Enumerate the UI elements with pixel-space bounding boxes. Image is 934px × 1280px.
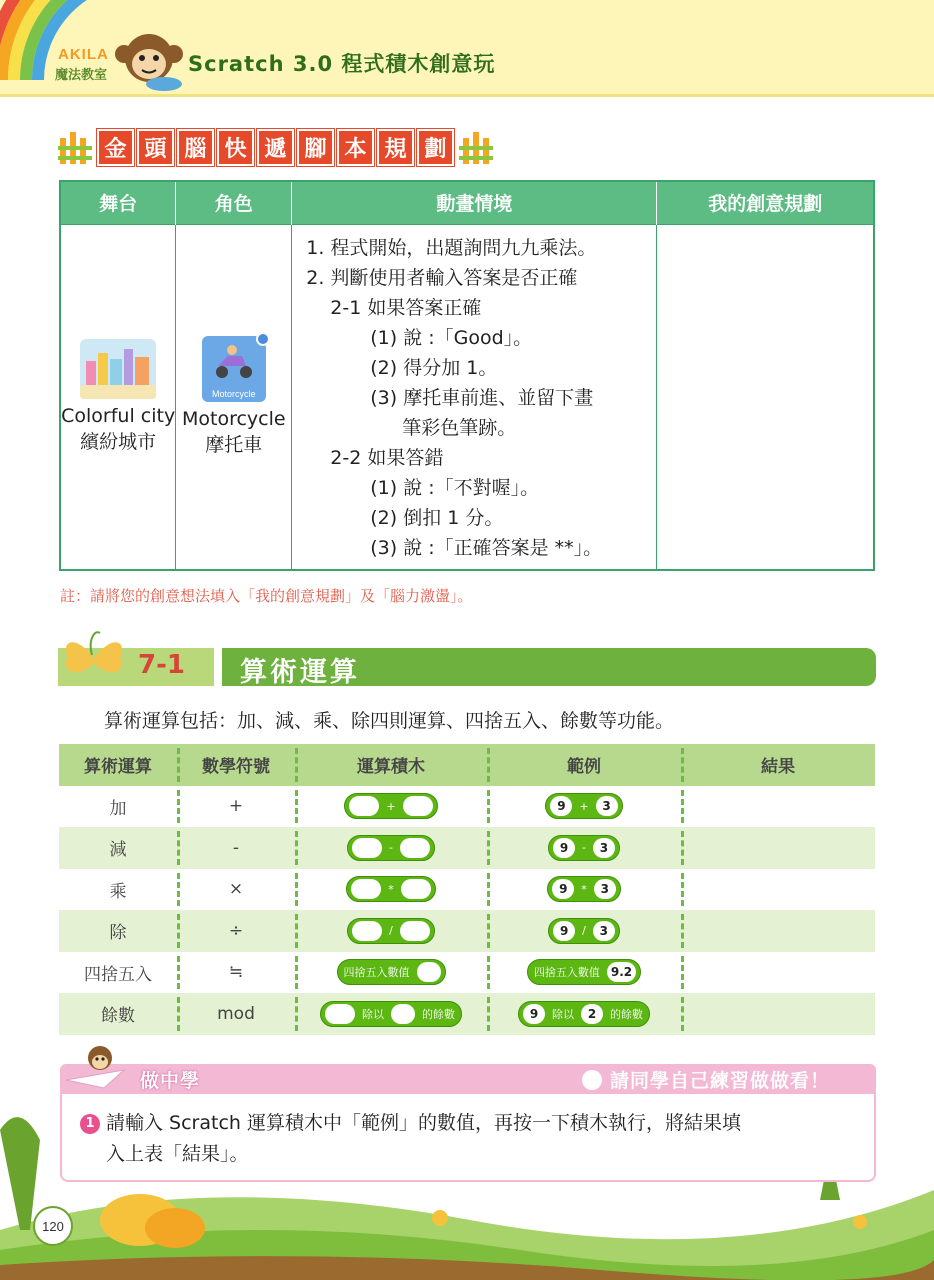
monkey-airplane-icon (64, 1040, 136, 1096)
banner-tile: 本 (337, 129, 374, 166)
bullet-number: 1 (80, 1114, 100, 1134)
banner-tile: 規 (377, 129, 414, 166)
logo-magic-classroom: 魔法教室 (55, 68, 108, 83)
scenario-step: (2) 倒扣 1 分。 (370, 506, 504, 529)
empty-slot[interactable] (352, 838, 382, 858)
sprite-label: Motorcycle (212, 389, 256, 399)
my-plan-cell[interactable] (657, 224, 874, 570)
block-label: 除以 (362, 1007, 384, 1021)
learn-line: 請輸入 Scratch 運算積木中「範例」的數值，再按一下積木執行，將結果填 (106, 1112, 741, 1134)
empty-slot[interactable] (349, 796, 379, 816)
round-example-block[interactable] (527, 959, 641, 985)
empty-slot[interactable] (351, 879, 381, 899)
stage-name-en: Colorful city (61, 405, 176, 427)
block-operator: / (389, 924, 393, 938)
subtract-example-block[interactable] (548, 835, 620, 861)
table-row (59, 952, 875, 994)
example-cell (487, 869, 681, 911)
block-label: 的餘數 (422, 1007, 455, 1021)
result-cell[interactable] (681, 910, 875, 952)
role-name-en: Motorcycle (181, 408, 286, 430)
table-row (59, 869, 875, 911)
scenario-step: (1) 說 :「Good」。 (370, 326, 533, 349)
example-value[interactable]: 3 (593, 921, 615, 941)
role-cell (176, 224, 292, 570)
result-cell[interactable] (681, 993, 875, 1035)
op-symbol: ÷ (177, 910, 295, 952)
block-operator: + (386, 799, 396, 813)
block-operator: * (581, 882, 587, 896)
op-name: 四捨五入 (84, 964, 152, 985)
block-operator: + (579, 799, 589, 813)
scenario-step: 1. 程式開始，出題詢問九九乘法。 (306, 236, 597, 259)
example-cell (487, 993, 681, 1035)
plan-table-header-row (60, 181, 874, 224)
example-value[interactable]: 2 (581, 1004, 603, 1024)
example-value[interactable]: 3 (593, 838, 615, 858)
empty-slot[interactable] (400, 921, 430, 941)
plan-table-row (60, 224, 874, 570)
scenario-step: (2) 得分加 1。 (370, 356, 498, 379)
banner-tile: 快 (217, 129, 254, 166)
empty-slot[interactable] (391, 1004, 415, 1024)
block-operator: / (582, 924, 586, 938)
op-name: 加 (109, 798, 127, 819)
example-value[interactable]: 9 (553, 838, 575, 858)
op-symbol: × (177, 869, 295, 911)
banner-tile: 腦 (177, 129, 214, 166)
scenario-step: (3) 說 :「正確答案是 **」。 (370, 536, 603, 559)
example-value[interactable]: 9 (553, 921, 575, 941)
example-value[interactable]: 9 (552, 879, 574, 899)
banner-tile: 遞 (257, 129, 294, 166)
mod-block[interactable] (320, 1001, 462, 1027)
op-symbol: - (177, 827, 295, 869)
multiply-block[interactable] (346, 876, 436, 902)
example-value[interactable]: 3 (596, 796, 618, 816)
fence-right-icon (457, 128, 493, 166)
role-name-zh: 摩托車 (205, 434, 263, 456)
scenario-steps (292, 225, 656, 569)
book-title: Scratch 3.0 程式積木創意玩 (188, 52, 496, 76)
example-value[interactable]: 9 (523, 1004, 545, 1024)
example-cell (487, 786, 681, 828)
scenario-step: 2-2 如果答錯 (330, 446, 444, 469)
ops-header-row (59, 744, 875, 786)
header-role: 角色 (176, 181, 292, 224)
learn-prompt-text: 請同學自己練習做做看！ (610, 1070, 831, 1092)
empty-slot[interactable] (417, 962, 441, 982)
banner-tile: 金 (97, 129, 134, 166)
empty-slot[interactable] (403, 796, 433, 816)
mod-example-block[interactable] (518, 1001, 650, 1027)
block-operator: * (388, 882, 394, 896)
banner-tile: 腳 (297, 129, 334, 166)
table-row (59, 910, 875, 952)
table-row (59, 993, 875, 1035)
section-title: 算術運算 (240, 657, 360, 688)
example-cell (487, 952, 681, 994)
result-cell[interactable] (681, 786, 875, 828)
section-intro: 算術運算包括：加、減、乘、除四則運算、四捨五入、餘數等功能。 (104, 710, 675, 732)
ops-header: 運算積木 (295, 744, 487, 786)
plan-section-banner (58, 126, 493, 168)
empty-slot[interactable] (400, 838, 430, 858)
scenario-cell (292, 224, 657, 570)
planning-note: 註：請將您的創意想法填入「我的創意規劃」及「腦力激盪」。 (60, 587, 473, 605)
table-row (59, 786, 875, 828)
operations-table (59, 744, 875, 1035)
banner-tile: 頭 (137, 129, 174, 166)
colorful-city-thumbnail-icon (80, 339, 156, 399)
op-block-cell (295, 993, 487, 1035)
round-block[interactable] (337, 959, 446, 985)
result-cell[interactable] (681, 869, 875, 911)
stage-cell (60, 224, 176, 570)
block-label: 四捨五入數值 (533, 966, 600, 980)
motorcycle-sprite-thumbnail (202, 336, 266, 402)
empty-slot[interactable] (401, 879, 431, 899)
stage-name-zh: 繽紛城市 (80, 431, 157, 453)
op-name: 減 (109, 840, 127, 861)
op-symbol: ≒ (177, 952, 295, 994)
banner-tile: 劃 (417, 129, 454, 166)
op-name: 除 (109, 923, 127, 944)
result-cell[interactable] (681, 952, 875, 994)
add-block[interactable] (344, 793, 437, 819)
scenario-step: 筆彩色筆跡。 (402, 416, 517, 439)
scenario-step: (3) 摩托車前進、並留下畫 (370, 386, 594, 409)
header-scenario: 動畫情境 (292, 181, 657, 224)
op-symbol: + (177, 786, 295, 828)
learn-title: 做中學 (140, 1070, 201, 1092)
sprite-close-icon[interactable] (256, 332, 270, 346)
multiply-example-block[interactable] (547, 876, 621, 902)
example-value[interactable]: 9 (550, 796, 572, 816)
plan-table (59, 180, 875, 571)
page-number: 120 (33, 1206, 73, 1246)
op-block-cell (295, 952, 487, 994)
block-label: 除以 (552, 1007, 574, 1021)
block-label: 四捨五入數值 (343, 966, 410, 980)
scenario-step: 2-1 如果答案正確 (330, 296, 482, 319)
learn-prompt (582, 1066, 830, 1093)
example-value[interactable]: 9.2 (607, 962, 636, 982)
table-row (59, 827, 875, 869)
example-value[interactable]: 3 (594, 879, 616, 899)
empty-slot[interactable] (325, 1004, 355, 1024)
header-stage: 舞台 (60, 181, 176, 224)
butterfly-icon (58, 625, 130, 689)
scenario-step: (1) 說 :「不對喔」。 (370, 476, 540, 499)
motorcycle-icon (202, 336, 266, 382)
logo-akila: AKILA (58, 46, 109, 63)
ops-header: 結果 (681, 744, 875, 786)
divide-example-block[interactable] (548, 918, 620, 944)
ops-header: 範例 (487, 744, 681, 786)
example-cell (487, 827, 681, 869)
header-divider (0, 94, 934, 97)
subtract-block[interactable] (347, 835, 435, 861)
result-cell[interactable] (681, 827, 875, 869)
learn-line: 入上表「結果」。 (106, 1143, 249, 1165)
add-example-block[interactable] (545, 793, 622, 819)
op-block-cell (295, 827, 487, 869)
example-cell (487, 910, 681, 952)
op-symbol: mod (177, 993, 295, 1035)
op-block-cell (295, 869, 487, 911)
smile-icon (582, 1070, 602, 1090)
op-name: 餘數 (101, 1006, 135, 1027)
empty-slot[interactable] (352, 921, 382, 941)
block-operator: - (582, 841, 586, 855)
fence-left-icon (58, 128, 94, 166)
scenario-step: 2. 判斷使用者輸入答案是否正確 (306, 266, 578, 289)
op-name: 乘 (109, 881, 127, 902)
divide-block[interactable] (347, 918, 435, 944)
block-operator: - (389, 841, 393, 855)
section-separator (214, 648, 222, 686)
block-label: 的餘數 (610, 1007, 643, 1021)
op-block-cell (295, 786, 487, 828)
op-block-cell (295, 910, 487, 952)
section-number: 7-1 (138, 650, 185, 680)
ops-header: 算術運算 (84, 757, 152, 778)
monkey-mascot-icon (112, 26, 186, 92)
header-my-plan: 我的創意規劃 (657, 181, 874, 224)
ops-header: 數學符號 (177, 744, 295, 786)
learn-text (80, 1108, 860, 1170)
